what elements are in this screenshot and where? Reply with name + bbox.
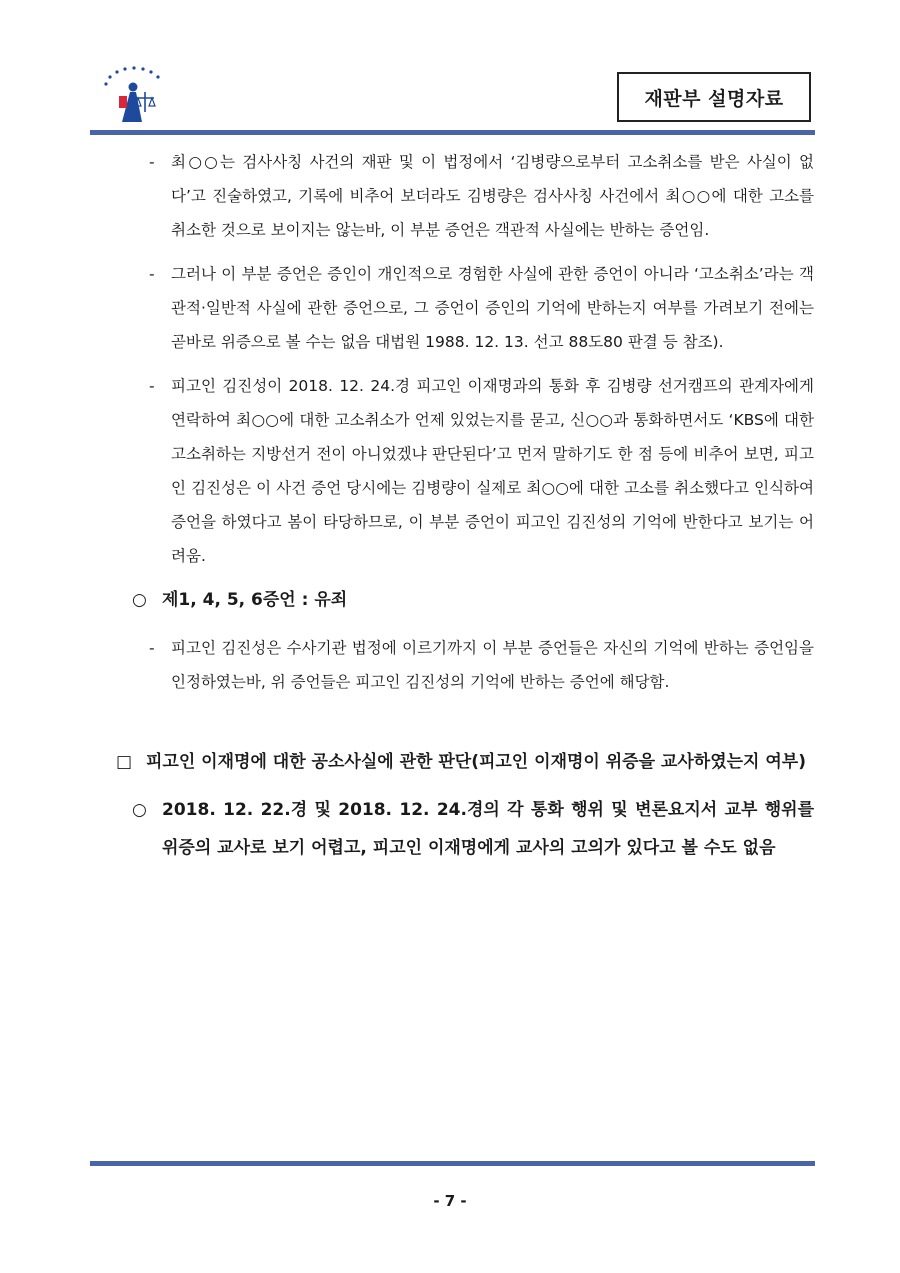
paragraph-1: - 최○○는 검사사칭 사건의 재판 및 이 법정에서 ‘김병량으로부터 고소취소를 받은 사실이 없다’고 진술하였고, 기록에 비추어 보더라도 김병량은 검사사칭 사건에서 최○○에 대한 고소를 취소한 것으로 보이지는 않는바, 이 부분 증언은 객관적 사실에는 반하는 증언임. — [171, 145, 814, 247]
court-emblem-icon — [92, 62, 176, 128]
footer-divider — [90, 1161, 815, 1166]
document-title: 재판부 설명자료 — [617, 72, 811, 122]
page-number: - 7 - — [433, 1192, 467, 1210]
section-conclusion: ○ 2018. 12. 22.경 및 2018. 12. 24.경의 각 통화 행위 및 변론요지서 교부 행위를 위증의 교사로 보기 어렵고, 피고인 이재명에게 교사의 고의가 있다고 볼 수도 없음 — [162, 791, 814, 867]
document-body — [0, 145, 900, 867]
paragraph-3: - 피고인 김진성이 2018. 12. 24.경 피고인 이재명과의 통화 후 김병량 선거캠프의 관계자에게 연락하여 최○○에 대한 고소취소가 언제 있었는지를 묻고, 신○○과 통화하면서도 ‘KBS에 대한 고소취하는 지방선거 전이 아니었겠냐 판단된다’고 먼저 말하기도 한 점 등에 비추어 보면, 피고인 김진성은 이 사건 증언 당시에는 김병량이 실제로 최○○에 대한 고소를 취소했다고 인식하여 증언을 하였다고 봄이 타당하므로, 이 부분 증언이 피고인 김진성의 기억에 반한다고 보기는 어려움. — [171, 369, 814, 573]
section-heading-defendant: □ 피고인 이재명에 대한 공소사실에 관한 판단(피고인 이재명이 위증을 교사하였는지 여부) — [146, 743, 814, 781]
paragraph-4: - 피고인 김진성은 수사기관 법정에 이르기까지 이 부분 증언들은 자신의 기억에 반하는 증언임을 인정하였는바, 위 증언들은 피고인 김진성의 기억에 반하는 증언에 해당함. — [171, 631, 814, 699]
header-divider — [90, 130, 815, 135]
section-heading-guilty: ○ 제1, 4, 5, 6증언 : 유죄 — [162, 583, 814, 617]
paragraph-2: - 그러나 이 부분 증언은 증인이 개인적으로 경험한 사실에 관한 증언이 아니라 ‘고소취소’라는 객관적·일반적 사실에 관한 증언으로, 그 증언이 증인의 기억에 반하는지 여부를 가려보기 전에는 곧바로 위증으로 볼 수는 없음 대법원 1988. 12. 13. 선고 88도80 판결 등 참조). — [171, 257, 814, 359]
